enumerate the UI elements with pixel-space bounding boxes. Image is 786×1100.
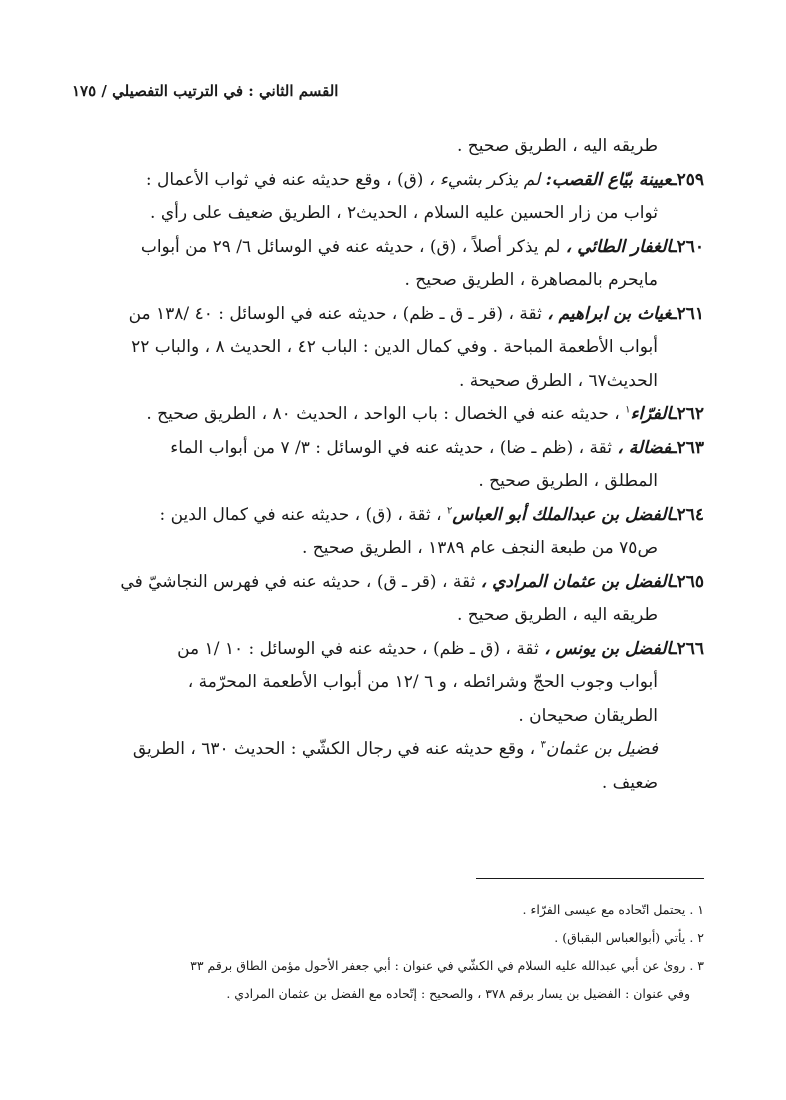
entry-name-note: لم يذكر بشيء ، — [428, 169, 541, 190]
entry-266 — [82, 633, 704, 734]
entry-name: الغفار الطائي ، — [565, 236, 672, 257]
entry-text: ثقة ، (قر ـ ق ـ ظم) ، حديثه عنه في الوسائل : ٤٠ /١٣٨ من — [128, 303, 542, 324]
entry-continuation-line: مايحرم بالمصاهرة ، الطريق صحيح . — [404, 270, 658, 290]
entry-number: ٢٦٤ـ — [671, 504, 704, 525]
entry-260 — [82, 231, 704, 298]
entry-name: فضيل بن عثمان — [545, 739, 658, 759]
footnote-text: يأتي (أبوالعباس البقباق) . — [554, 930, 686, 945]
entry-name: عيينة بيّاع القصب: — [545, 169, 672, 190]
footnote-text: روىٰ عن أبي عبدالله عليه السلام في الكشّي في عنوان : أبي جعفر الأحول مؤمن الطاق برقم ٣٣ — [190, 958, 686, 973]
entry-text: ، حديثه عنه في الخصال : باب الواحد ، الحديث ٨٠ ، الطريق صحيح . — [146, 404, 620, 424]
running-header — [72, 82, 372, 100]
entry-continuation-line: المطلق ، الطريق صحيح . — [478, 471, 658, 491]
entry-259 — [82, 164, 704, 231]
entry-text: ، وقع حديثه عنه في رجال الكشّي : الحديث ٦٣٠ ، الطريق — [132, 739, 536, 759]
entry-262 — [82, 398, 704, 432]
entry-name: الفضل بن عبدالملك أبو العباس — [452, 504, 672, 525]
main-text — [82, 130, 704, 800]
entry-number: ٢٥٩ـ — [671, 169, 704, 190]
footnote-text: يحتمل اتّحاده مع عيسى الفرّاء . — [522, 902, 686, 917]
entry-number: ٢٦١ـ — [671, 303, 704, 324]
entry-name: الفضل بن عثمان المرادي ، — [480, 571, 672, 592]
entry-264 — [82, 499, 704, 566]
entry-continuation: طريقه اليه ، الطريق صحيح . — [456, 136, 658, 156]
entry-number: ٢٦٢ـ — [671, 404, 704, 424]
entry-continuation-line: طريقه اليه ، الطريق صحيح . — [456, 605, 658, 625]
entry-265 — [82, 566, 704, 633]
footnote-separator — [476, 878, 704, 879]
entry-number: ٢٦٠ـ — [671, 236, 704, 257]
entry-continuation-line: ثواب من زار الحسين عليه السلام ، الحديث٢ ، الطريق ضعيف على رأي . — [150, 203, 658, 223]
entry-continuation-line: أبواب وجوب الحجّ وشرائطه ، و ٦ /١٢ من أبواب الأطعمة المحرّمة ، — [187, 672, 658, 692]
entry-text: لم يذكر أصلاً ، (ق) ، حديثه عنه في الوسائل ٦/ ٢٩ من أبواب — [140, 236, 561, 257]
header-title: القسم الثاني : في الترتيب التفصيلي / — [101, 82, 339, 100]
entry-name: الفرّاء — [630, 404, 672, 424]
entry-continuation-line: ضعيف . — [601, 772, 658, 793]
entry-name: غياث بن ابراهيم ، — [547, 303, 672, 324]
footnote-1 — [82, 896, 704, 924]
entry-number: ٢٦٣ـ — [671, 437, 704, 458]
entry-number: ٢٦٦ـ — [671, 638, 704, 659]
page-number: ١٧٥ — [72, 82, 97, 100]
entry-fudayl — [82, 733, 704, 800]
entry-text: ، ثقة ، (ق) ، حديثه عنه في كمال الدين : — [159, 504, 442, 525]
footnote-3 — [82, 952, 704, 1008]
footnote-ref: ٣ — [540, 739, 546, 751]
footnote-number: ١ . — [689, 902, 704, 917]
entry-261 — [82, 298, 704, 399]
entry-continuation-line: الطريقان صحيحان . — [518, 705, 658, 726]
entry-name: فضالة ، — [617, 437, 672, 458]
entry-continuation-line: الحديث٦٧ ، الطرق صحيحة . — [458, 370, 658, 391]
entry-name: الفضل بن يونس ، — [544, 638, 672, 659]
entry-text: (ق) ، وقع حديثه عنه في ثواب الأعمال : — [145, 169, 424, 190]
entry-number: ٢٦٥ـ — [671, 571, 704, 592]
footnote-ref: ٢ — [447, 504, 453, 516]
footnote-number: ٣ . — [689, 958, 704, 973]
footnote-ref: ١ — [625, 404, 631, 416]
footnote-2 — [82, 924, 704, 952]
footnote-number: ٢ . — [689, 930, 704, 945]
entry-263 — [82, 432, 704, 499]
entry-continuation-line: أبواب الأطعمة المباحة . وفي كمال الدين : الباب ٤٢ ، الحديث ٨ ، والباب ٢٢ — [131, 337, 658, 357]
entry-text: ثقة ، (قر ـ ق) ، حديثه عنه في فهرس النجاشيّ في — [120, 571, 476, 592]
entry-text: ثقة ، (ظم ـ ضا) ، حديثه عنه في الوسائل : ٣/ ٧ من أبواب الماء — [170, 437, 612, 458]
footnotes — [82, 896, 704, 1008]
footnote-text-continuation: وفي عنوان : الفضيل بن يسار برقم ٣٧٨ ، والصحيح : إتّحاده مع الفضل بن عثمان المرادي . — [226, 986, 690, 1001]
entry-text: ثقة ، (ق ـ ظم) ، حديثه عنه في الوسائل : ١٠ /١ من — [177, 638, 539, 659]
entry-continuation-line: ص٧٥ من طبعة النجف عام ١٣٨٩ ، الطريق صحيح . — [301, 538, 658, 558]
